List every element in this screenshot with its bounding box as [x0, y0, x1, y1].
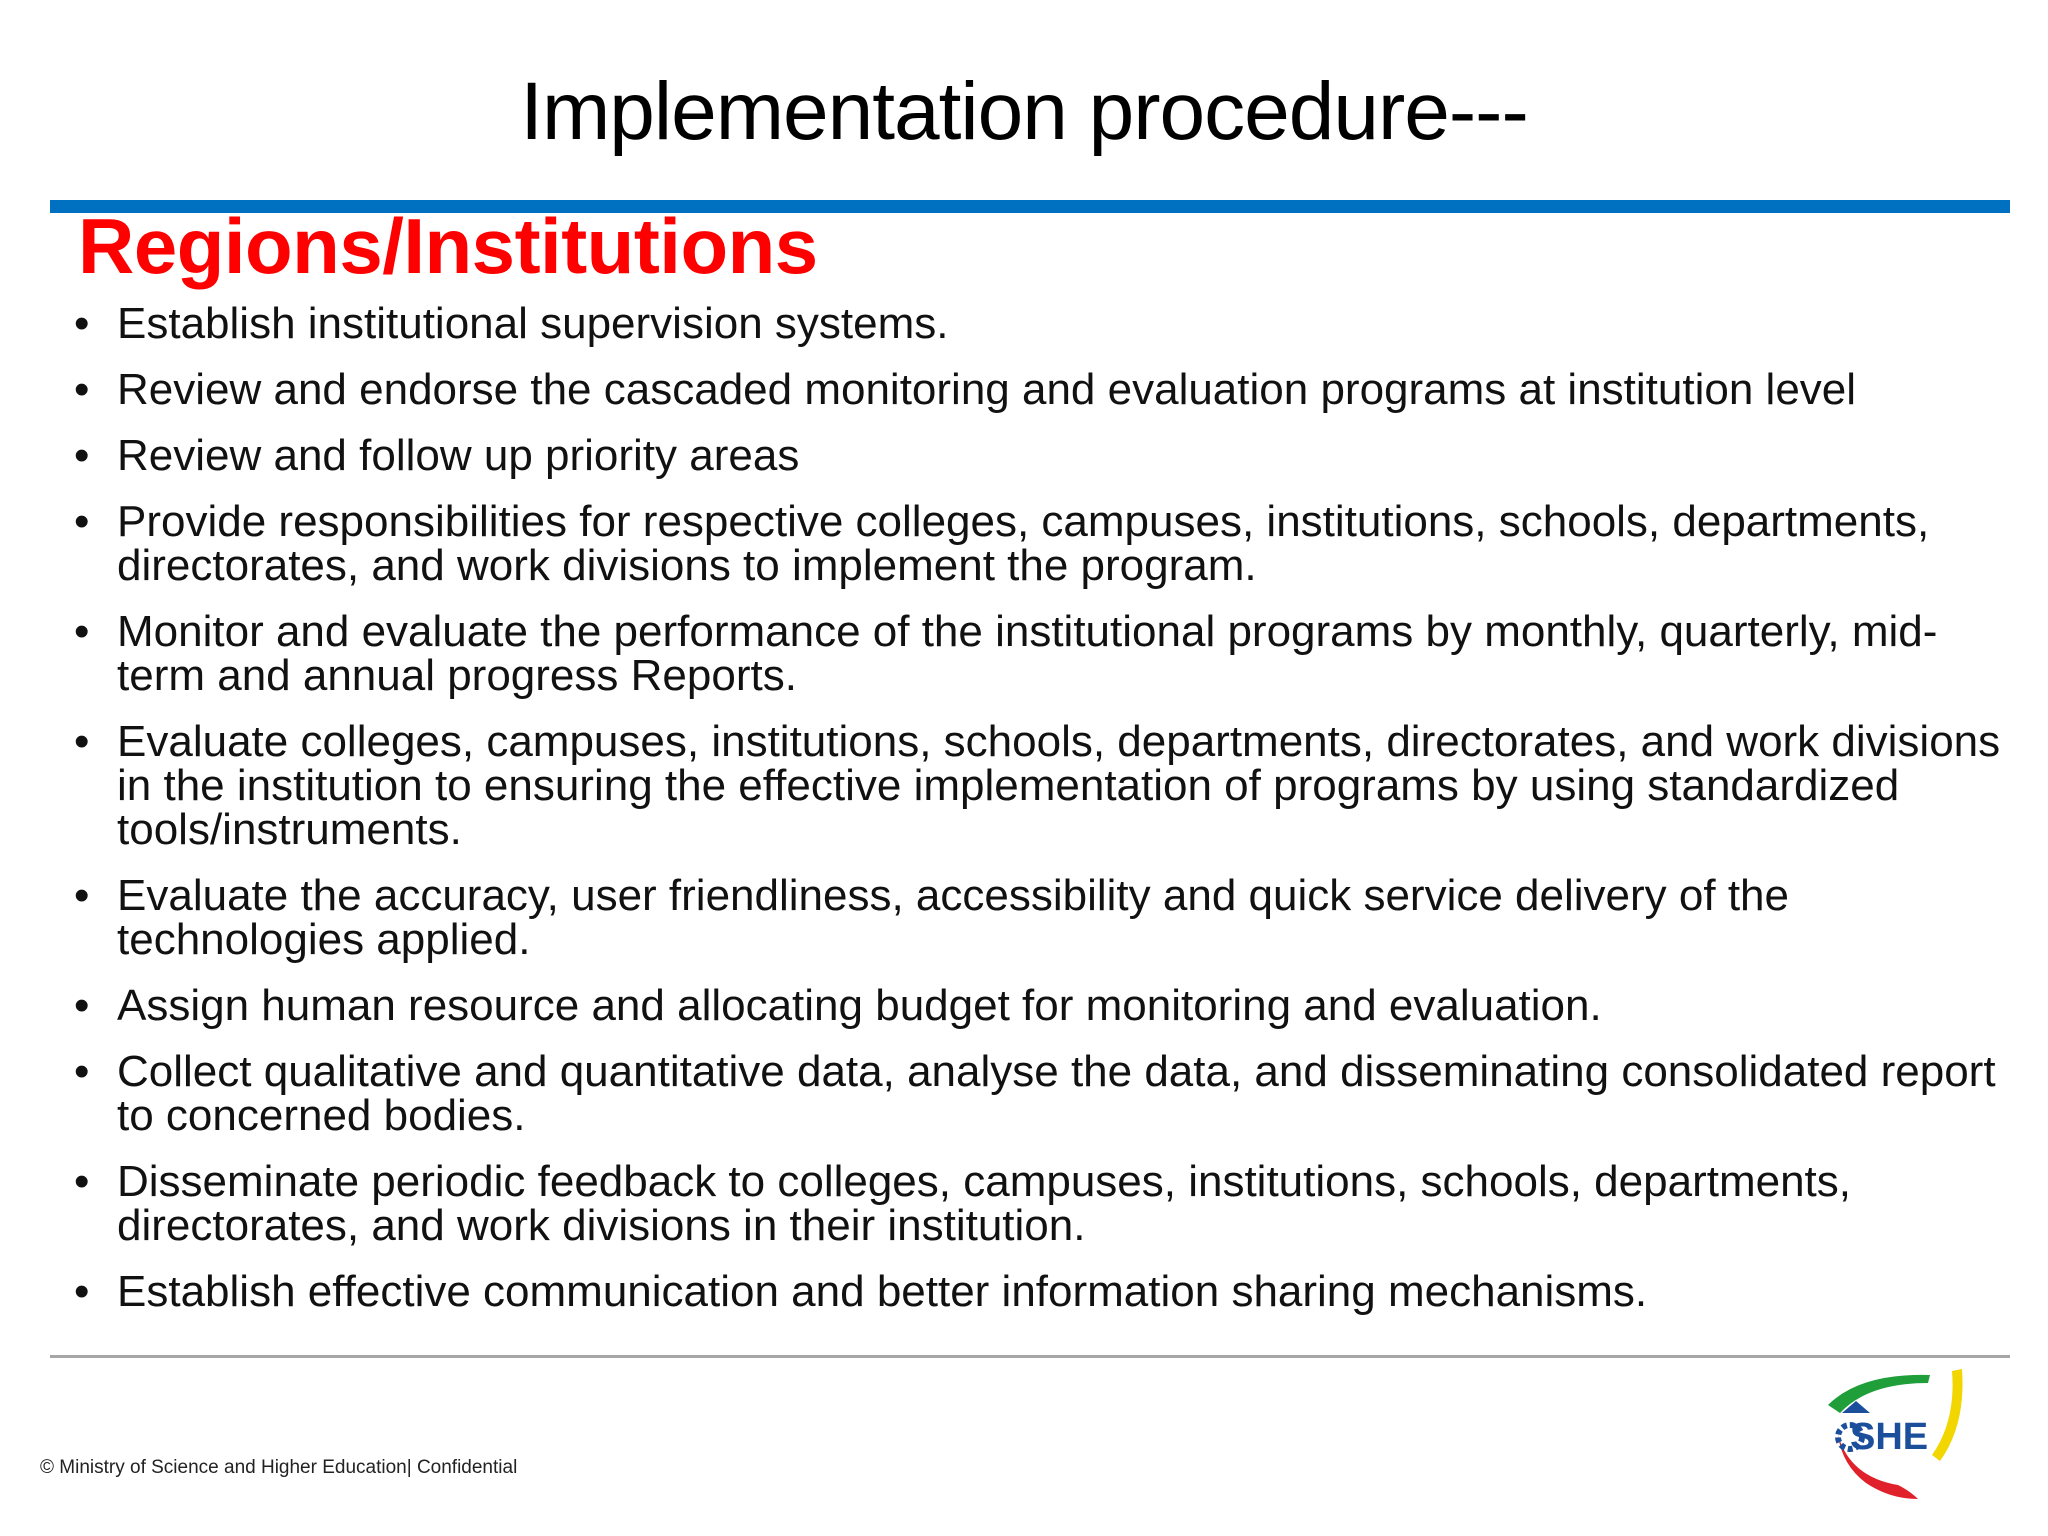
slide-title: Implementation procedure---: [520, 66, 1528, 157]
bullet-text: Provide responsibilities for respective colleges, campuses, institutions, schools, departments, directorates, and work divisions to implement the program.: [117, 497, 1930, 590]
bullet-item: [72, 299, 2012, 348]
bullet-item: [72, 365, 2012, 414]
bullet-icon: •: [74, 1157, 90, 1206]
logo-yellow-arc: [1932, 1369, 1963, 1461]
bullet-text: Collect qualitative and quantitative data, analyse the data, and disseminating consolidated report to concerned bodies.: [117, 1047, 1996, 1140]
bullet-icon: •: [74, 365, 90, 414]
bullet-icon: •: [74, 607, 90, 656]
bullet-text: Assign human resource and allocating budget for monitoring and evaluation.: [117, 981, 1602, 1030]
bullet-icon: •: [74, 431, 90, 480]
logo-text: SHE: [1850, 1416, 1929, 1458]
footer-copyright: © Ministry of Science and Higher Education| Confidential: [40, 1457, 518, 1478]
bullet-item: [72, 717, 2012, 854]
bullet-text: Review and follow up priority areas: [117, 431, 800, 480]
bullet-icon: •: [74, 299, 90, 348]
bullet-item: [72, 871, 2012, 964]
bullet-text: Monitor and evaluate the performance of the institutional programs by monthly, quarterly, mid-term and annual progress Reports.: [117, 607, 1938, 700]
logo-green-arc: [1828, 1375, 1930, 1413]
bullet-item: [72, 497, 2012, 590]
bullet-item: [72, 1047, 2012, 1140]
bullet-text: Evaluate colleges, campuses, institutions, schools, departments, directorates, and work divisions in the institution to ensuring the effective implementation of programs by using standardized tools/instruments.: [117, 717, 2001, 854]
bullet-icon: •: [74, 871, 90, 920]
bullet-icon: •: [74, 981, 90, 1030]
bullet-text: Disseminate periodic feedback to colleges, campuses, institutions, schools, departments, directorates, and work divisions in their institution.: [117, 1157, 1851, 1250]
bullet-icon: •: [74, 1267, 90, 1316]
bullet-text: Establish institutional supervision systems.: [117, 299, 949, 348]
bullet-list: [72, 299, 2012, 1336]
bullet-icon: •: [74, 1047, 90, 1096]
footer-divider: [50, 1355, 2010, 1358]
bullet-icon: •: [74, 717, 90, 766]
bullet-item: [72, 1157, 2012, 1250]
bullet-text: Evaluate the accuracy, user friendliness, accessibility and quick service delivery of the technologies applied.: [117, 871, 1789, 964]
bullet-icon: •: [74, 497, 90, 546]
moshe-logo-icon: [1820, 1365, 1970, 1505]
bullet-text: Review and endorse the cascaded monitoring and evaluation programs at institution level: [117, 365, 1857, 414]
bullet-item: [72, 607, 2012, 700]
bullet-item: [72, 431, 2012, 480]
bullet-item: [72, 1267, 2012, 1316]
bullet-text: Establish effective communication and better information sharing mechanisms.: [117, 1267, 1648, 1316]
bullet-item: [72, 981, 2012, 1030]
section-heading: Regions/Institutions: [78, 202, 818, 290]
